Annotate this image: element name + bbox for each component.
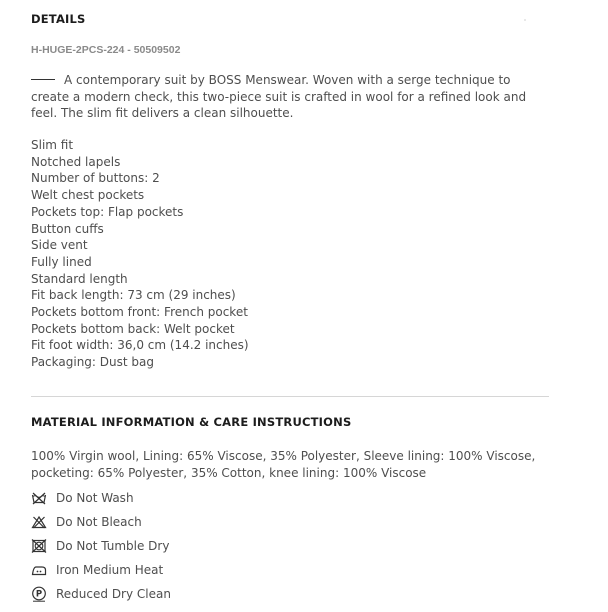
do-not-wash-icon	[31, 490, 47, 506]
svg-text:P: P	[35, 589, 43, 600]
do-not-bleach-icon	[31, 514, 47, 530]
feature-item: Pockets bottom back: Welt pocket	[31, 321, 235, 336]
product-description	[31, 72, 541, 122]
iron-medium-heat-icon	[31, 562, 47, 578]
feature-item: Standard length	[31, 271, 128, 286]
feature-item: Packaging: Dust bag	[31, 355, 154, 370]
care-item-iron-medium-heat	[31, 558, 171, 582]
feature-item: Side vent	[31, 238, 88, 253]
feature-item: Button cuffs	[31, 221, 104, 236]
dash-line-icon	[31, 79, 55, 80]
feature-item: Number of buttons: 2	[31, 171, 160, 186]
care-item-do-not-wash	[31, 486, 171, 510]
do-not-tumble-dry-icon	[31, 538, 47, 554]
material-heading: MATERIAL INFORMATION & CARE INSTRUCTIONS	[31, 415, 352, 429]
feature-item: Fit foot width: 36,0 cm (14.2 inches)	[31, 338, 249, 353]
reduced-dry-clean-icon	[31, 586, 47, 602]
description-text: A contemporary suit by BOSS Menswear. Woven with a serge technique to create a modern check, this two-piece suit is crafted in wool for a refined look and feel. The slim fit delivers a clean silhouette.	[31, 73, 527, 121]
care-label: Do Not Bleach	[56, 515, 142, 529]
feature-item: Slim fit	[31, 138, 74, 152]
feature-list	[31, 137, 249, 371]
feature-item: Fit back length: 73 cm (29 inches)	[31, 288, 236, 303]
feature-item: Pockets bottom front: French pocket	[31, 305, 248, 320]
feature-item: Notched lapels	[31, 154, 121, 169]
care-label: Iron Medium Heat	[56, 563, 164, 577]
feature-item: Welt chest pockets	[31, 188, 145, 203]
care-label: Reduced Dry Clean	[56, 587, 171, 601]
care-item-do-not-tumble-dry	[31, 534, 171, 558]
decorative-dot	[524, 19, 526, 21]
care-label: Do Not Wash	[56, 491, 134, 505]
care-label: Do Not Tumble Dry	[56, 539, 170, 553]
product-sku: H-HUGE-2PCS-224 - 50509502	[31, 44, 181, 56]
section-divider	[31, 396, 549, 397]
feature-item: Fully lined	[31, 254, 92, 269]
material-composition: 100% Virgin wool, Lining: 65% Viscose, 35% Polyester, Sleeve lining: 100% Viscose, pocketing: 65% Polyester, 35% Cotton, knee lining: 100% Viscose	[31, 449, 536, 480]
care-instructions-list	[31, 486, 171, 606]
care-item-do-not-bleach	[31, 510, 171, 534]
details-heading: DETAILS	[31, 12, 86, 26]
care-item-reduced-dry-clean	[31, 582, 171, 606]
feature-item: Pockets top: Flap pockets	[31, 204, 184, 219]
